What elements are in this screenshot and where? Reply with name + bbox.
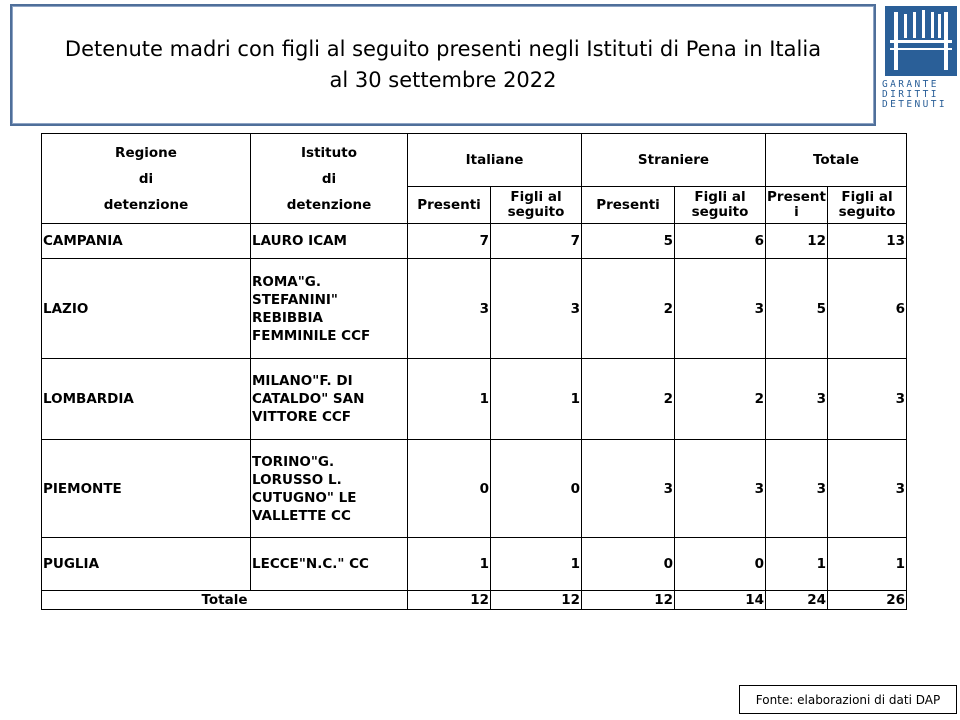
logo-text-line-1: GARANTE: [882, 79, 939, 90]
garante-logo: [882, 4, 960, 110]
header-institute-line-3: detenzione: [286, 196, 372, 213]
header-region-line-3: detenzione: [103, 196, 189, 213]
cell-straniere-figli: 3: [675, 440, 766, 538]
logo-text-line-3: DETENUTI: [882, 99, 947, 110]
header-totale-presenti: Presenti: [766, 187, 828, 224]
total-row: [42, 591, 907, 610]
cell-institute: TORINO"G. LORUSSO L. CUTUGNO" LE VALLETTE CC: [251, 440, 408, 538]
total-label: Totale: [42, 591, 408, 610]
cell-region: LAZIO: [42, 259, 251, 359]
header-italiane-figli: Figli al seguito: [491, 187, 582, 224]
header-institute-line-1: Istituto: [301, 144, 357, 161]
header-italiane: Italiane: [408, 134, 582, 187]
table-row: [42, 538, 907, 591]
cell-straniere-figli: 2: [675, 359, 766, 440]
cell-institute: LECCE"N.C." CC: [251, 538, 408, 591]
header-totale-figli: Figli al seguito: [828, 187, 907, 224]
page-title-line-1: Detenute madri con figli al seguito presenti negli Istituti di Pena in Italia: [64, 37, 822, 61]
logo-text-line-2: DIRITTI: [882, 89, 939, 100]
cell-totale-presenti: 1: [766, 538, 828, 591]
cell-italiane-figli: 3: [491, 259, 582, 359]
cell-totale-figli: 6: [828, 259, 907, 359]
header-region: [42, 134, 251, 224]
total-totale-presenti: 24: [766, 591, 828, 610]
cell-italiane-figli: 7: [491, 224, 582, 259]
cell-totale-presenti: 3: [766, 359, 828, 440]
page-title-line-2: al 30 settembre 2022: [329, 68, 557, 92]
table-row: [42, 259, 907, 359]
cell-italiane-figli: 0: [491, 440, 582, 538]
garante-logo-icon: [882, 4, 960, 76]
header-region-line-2: di: [138, 170, 154, 187]
cell-region: PUGLIA: [42, 538, 251, 591]
cell-italiane-presenti: 3: [408, 259, 491, 359]
cell-institute: MILANO"F. DI CATALDO" SAN VITTORE CCF: [251, 359, 408, 440]
cell-totale-figli: 1: [828, 538, 907, 591]
cell-italiane-presenti: 1: [408, 359, 491, 440]
total-italiane-presenti: 12: [408, 591, 491, 610]
cell-straniere-presenti: 5: [582, 224, 675, 259]
total-totale-figli: 26: [828, 591, 907, 610]
cell-totale-presenti: 12: [766, 224, 828, 259]
table-row: [42, 224, 907, 259]
cell-institute: LAURO ICAM: [251, 224, 408, 259]
total-straniere-presenti: 12: [582, 591, 675, 610]
cell-totale-figli: 3: [828, 359, 907, 440]
header-straniere-figli: Figli al seguito: [675, 187, 766, 224]
cell-totale-figli: 3: [828, 440, 907, 538]
header-institute-line-2: di: [321, 170, 337, 187]
cell-region: CAMPANIA: [42, 224, 251, 259]
total-italiane-figli: 12: [491, 591, 582, 610]
data-table: [41, 133, 907, 610]
cell-straniere-presenti: 2: [582, 259, 675, 359]
header-italiane-presenti: Presenti: [408, 187, 491, 224]
cell-region: LOMBARDIA: [42, 359, 251, 440]
header-row-groups: [42, 134, 907, 187]
cell-italiane-presenti: 7: [408, 224, 491, 259]
cell-italiane-presenti: 0: [408, 440, 491, 538]
cell-totale-presenti: 5: [766, 259, 828, 359]
total-straniere-figli: 14: [675, 591, 766, 610]
header-region-line-1: Regione: [115, 144, 177, 161]
title-box: [10, 4, 876, 126]
cell-straniere-figli: 0: [675, 538, 766, 591]
cell-italiane-figli: 1: [491, 359, 582, 440]
table-row: [42, 359, 907, 440]
cell-totale-presenti: 3: [766, 440, 828, 538]
cell-totale-figli: 13: [828, 224, 907, 259]
header-straniere-presenti: Presenti: [582, 187, 675, 224]
cell-italiane-presenti: 1: [408, 538, 491, 591]
cell-straniere-figli: 6: [675, 224, 766, 259]
cell-straniere-presenti: 2: [582, 359, 675, 440]
cell-straniere-presenti: 0: [582, 538, 675, 591]
cell-straniere-presenti: 3: [582, 440, 675, 538]
cell-region: PIEMONTE: [42, 440, 251, 538]
table-row: [42, 440, 907, 538]
cell-italiane-figli: 1: [491, 538, 582, 591]
cell-institute: ROMA"G. STEFANINI" REBIBBIA FEMMINILE CCF: [251, 259, 408, 359]
cell-straniere-figli: 3: [675, 259, 766, 359]
header-straniere: Straniere: [582, 134, 766, 187]
source-note: Fonte: elaborazioni di dati DAP: [739, 685, 957, 714]
header-totale: Totale: [766, 134, 907, 187]
header-institute: [251, 134, 408, 224]
